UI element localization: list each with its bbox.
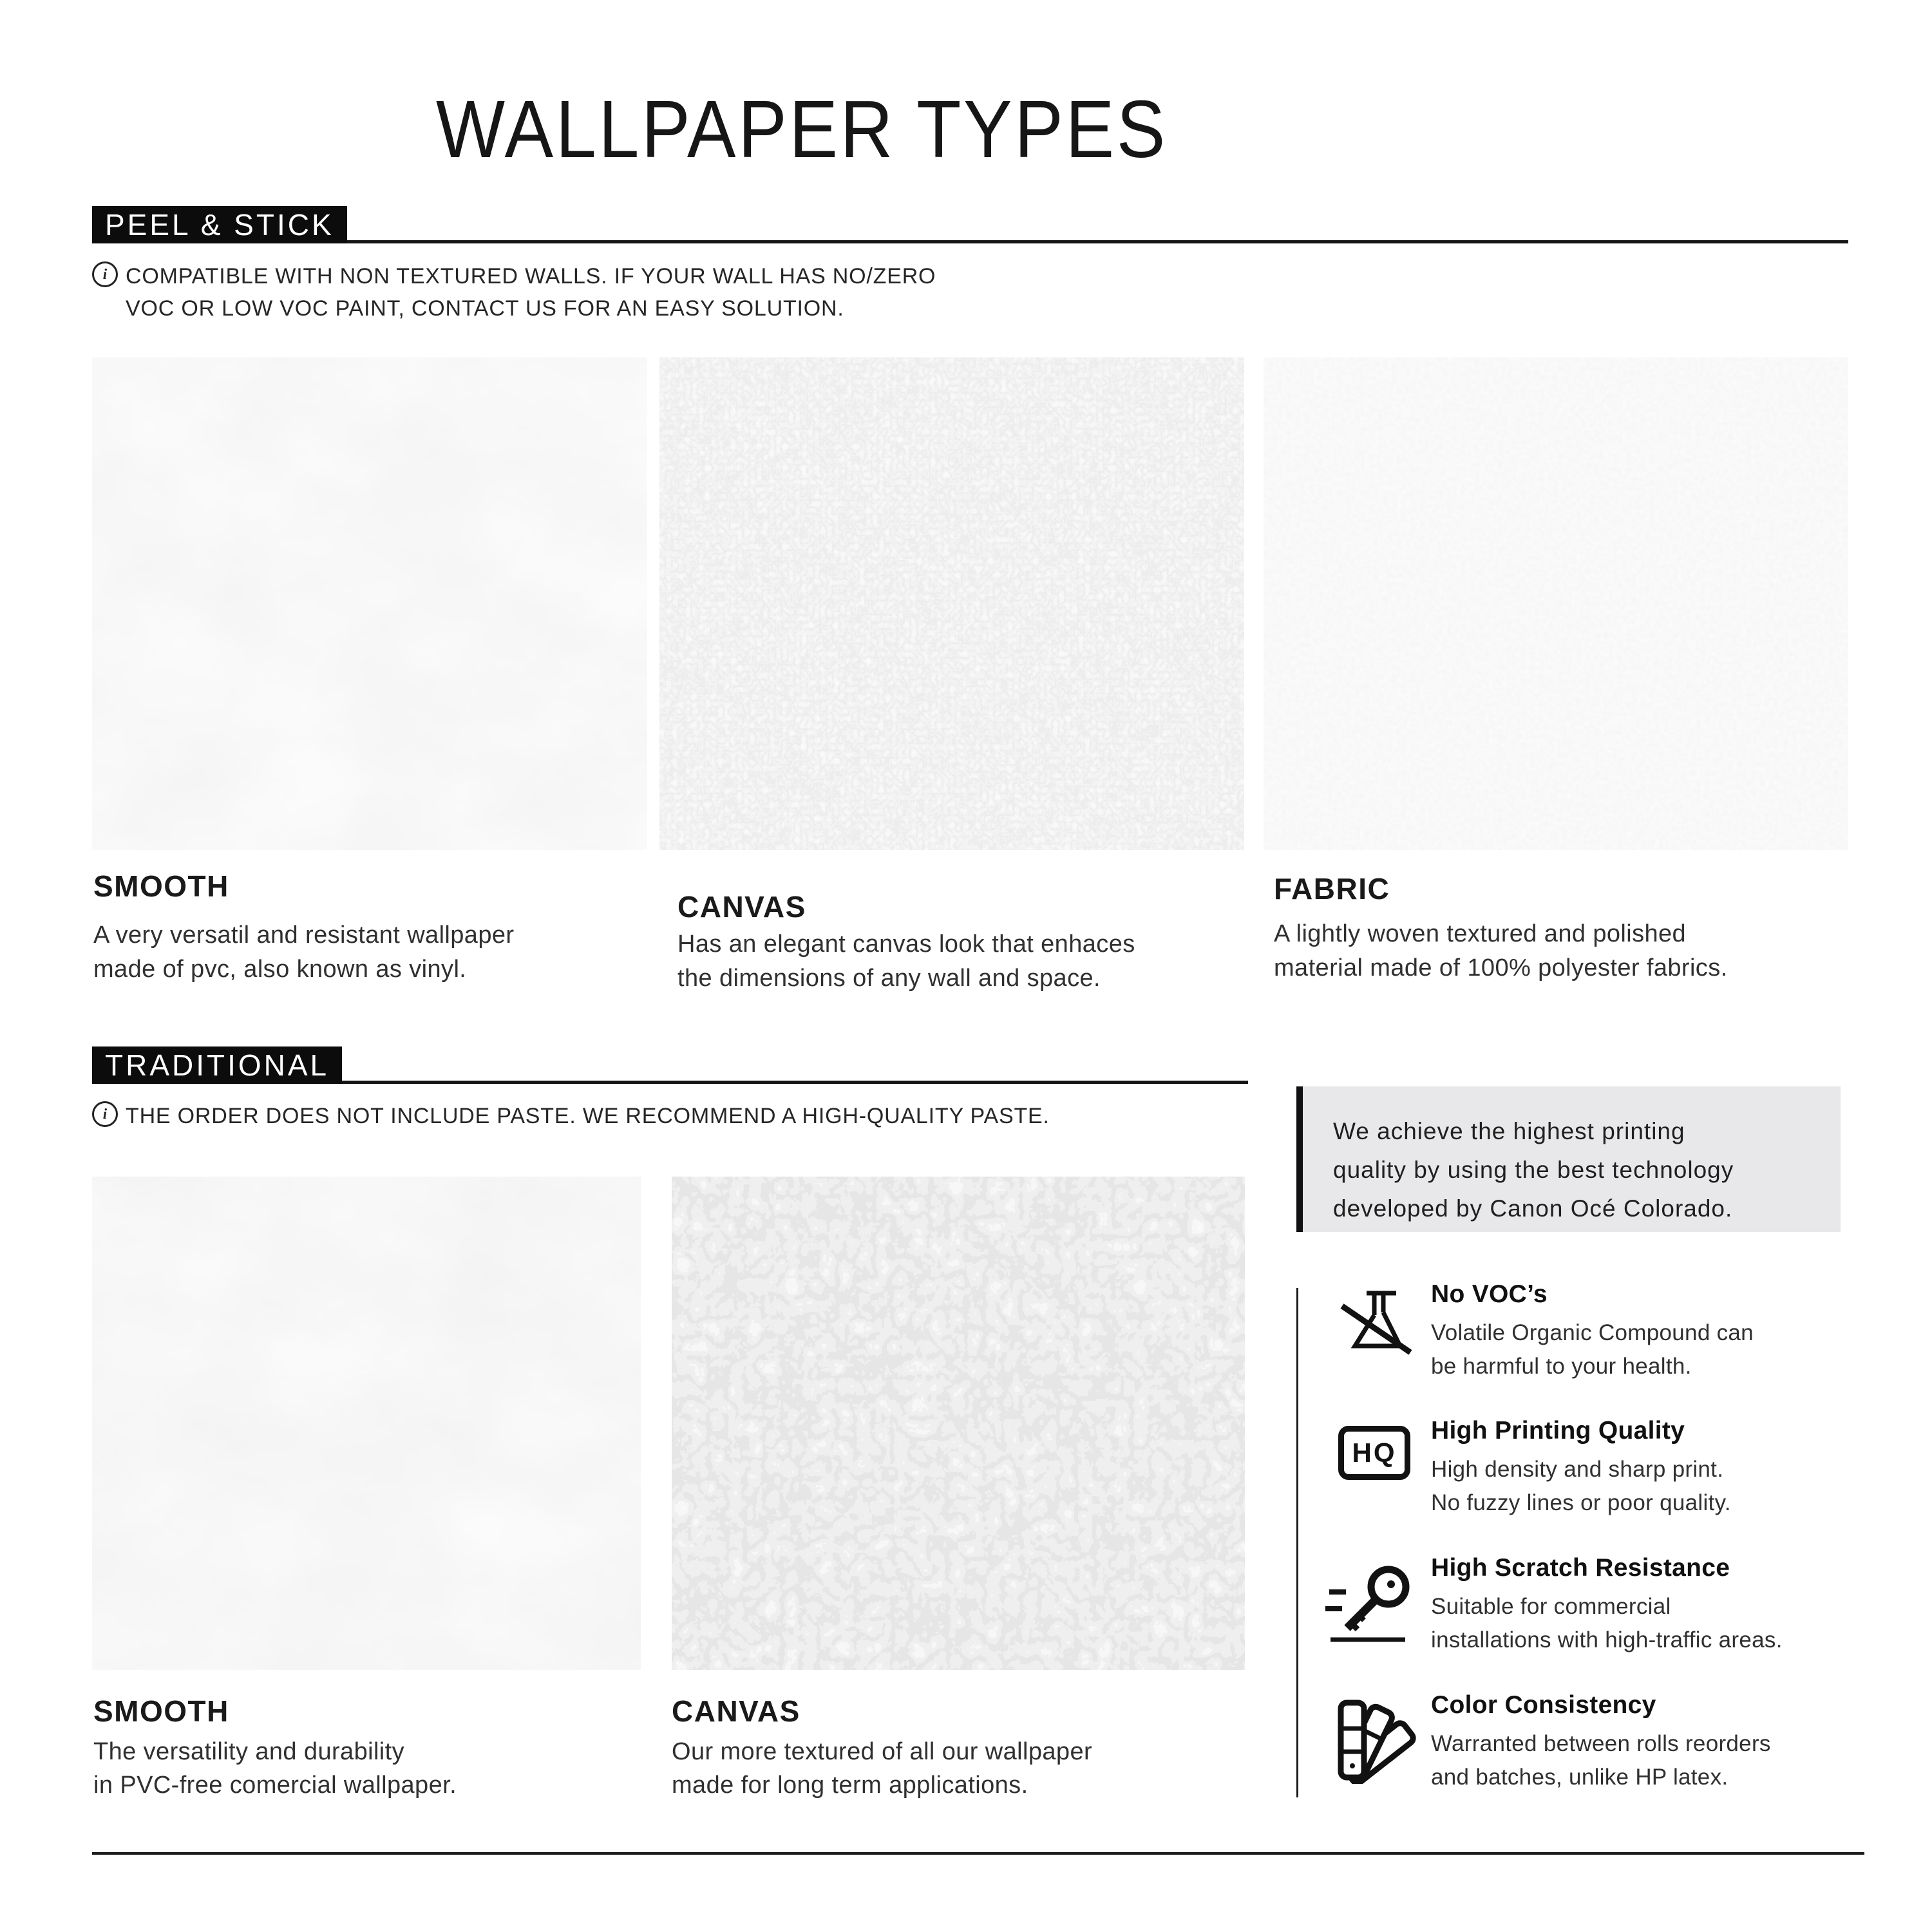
desc-line: in PVC-free comercial wallpaper. (93, 1772, 457, 1799)
swatch-desc (93, 918, 514, 987)
desc-line: Our more textured of all our wallpaper (672, 1738, 1093, 1765)
peel-stick-note (92, 260, 936, 325)
swatch-smooth-peel (92, 357, 647, 850)
feature-title: High Scratch Resistance (1431, 1554, 1730, 1582)
swatch-label: FABRIC (1274, 872, 1390, 905)
canvas-coarse-texture-image (672, 1177, 1245, 1670)
swatch-label: SMOOTH (93, 869, 229, 903)
feature-high-printing-quality (1431, 1417, 1731, 1520)
desc-line: High density and sharp print. (1431, 1457, 1724, 1482)
section-label-traditional: TRADITIONAL (92, 1046, 342, 1084)
smooth-texture-image (92, 1177, 641, 1670)
desc-line: be harmful to your health. (1431, 1354, 1692, 1379)
canvas-texture-image (659, 357, 1244, 850)
swatch-smooth-traditional (92, 1177, 641, 1670)
color-swatches-icon (1334, 1698, 1419, 1787)
desc-line: the dimensions of any wall and space. (677, 965, 1101, 992)
panel-line: quality by using the best technology (1333, 1157, 1734, 1183)
features-divider-line (1296, 1288, 1298, 1797)
desc-line: made for long term applications. (672, 1772, 1028, 1799)
bottom-divider-line (92, 1852, 1864, 1855)
swatch-desc (677, 927, 1135, 996)
swatch-label: CANVAS (677, 890, 806, 923)
desc-line: No fuzzy lines or poor quality. (1431, 1490, 1731, 1515)
feature-high-scratch-resistance (1431, 1554, 1783, 1657)
desc-line: Warranted between rolls reorders (1431, 1731, 1771, 1756)
smooth-texture-image (92, 357, 647, 850)
desc-line: The versatility and durability (93, 1738, 404, 1765)
desc-line: installations with high-traffic areas. (1431, 1627, 1783, 1653)
fabric-texture-image (1264, 357, 1848, 850)
desc-line: Suitable for commercial (1431, 1594, 1671, 1619)
swatch-desc (672, 1735, 1092, 1802)
feature-desc (1431, 1316, 1754, 1383)
desc-line: made of pvc, also known as vinyl. (93, 956, 467, 983)
note-line: VOC OR LOW VOC PAINT, CONTACT US FOR AN EASY SOLUTION. (126, 296, 844, 321)
peel-stick-note-text (126, 260, 936, 325)
note-line: COMPATIBLE WITH NON TEXTURED WALLS. IF YOUR WALL HAS NO/ZERO (126, 264, 936, 289)
quality-panel (1296, 1086, 1841, 1232)
feature-desc (1431, 1727, 1771, 1794)
swatch-desc (1274, 917, 1728, 985)
key-icon (1321, 1558, 1418, 1651)
traditional-note (92, 1100, 1050, 1132)
desc-line: Has an elegant canvas look that enhaces (677, 931, 1135, 958)
swatch-label: SMOOTH (93, 1694, 229, 1728)
feature-title: High Printing Quality (1431, 1417, 1685, 1444)
quality-panel-text (1333, 1112, 1734, 1228)
traditional-note-text: THE ORDER DOES NOT INCLUDE PASTE. WE RECOMMEND A HIGH-QUALITY PASTE. (126, 1104, 1050, 1128)
info-icon: i (92, 1101, 118, 1127)
feature-desc (1431, 1453, 1731, 1520)
panel-line: We achieve the highest printing (1333, 1118, 1685, 1144)
swatch-label: CANVAS (672, 1694, 800, 1728)
feature-title: No VOC’s (1431, 1280, 1548, 1308)
peel-stick-underline (92, 240, 1848, 243)
panel-line: developed by Canon Océ Colorado. (1333, 1195, 1733, 1222)
feature-desc (1431, 1590, 1783, 1657)
no-voc-flask-icon (1334, 1285, 1418, 1368)
feature-color-consistency (1431, 1691, 1771, 1794)
hq-badge-icon: HQ (1338, 1426, 1410, 1480)
info-icon: i (92, 261, 118, 287)
desc-line: and batches, unlike HP latex. (1431, 1765, 1728, 1790)
desc-line: material made of 100% polyester fabrics. (1274, 954, 1728, 981)
swatch-canvas-traditional (672, 1177, 1245, 1670)
feature-title: Color Consistency (1431, 1691, 1656, 1719)
quality-panel-accent-bar (1296, 1086, 1303, 1232)
desc-line: A very versatil and resistant wallpaper (93, 922, 515, 949)
section-label-peel-stick: PEEL & STICK (92, 206, 347, 243)
feature-no-vocs (1431, 1280, 1754, 1383)
desc-line: Volatile Organic Compound can (1431, 1320, 1754, 1345)
page-title: WALLPAPER TYPES (436, 84, 1168, 175)
swatch-desc (93, 1735, 457, 1802)
swatch-fabric-peel (1264, 357, 1848, 850)
desc-line: A lightly woven textured and polished (1274, 920, 1687, 947)
swatch-canvas-peel (659, 357, 1244, 850)
